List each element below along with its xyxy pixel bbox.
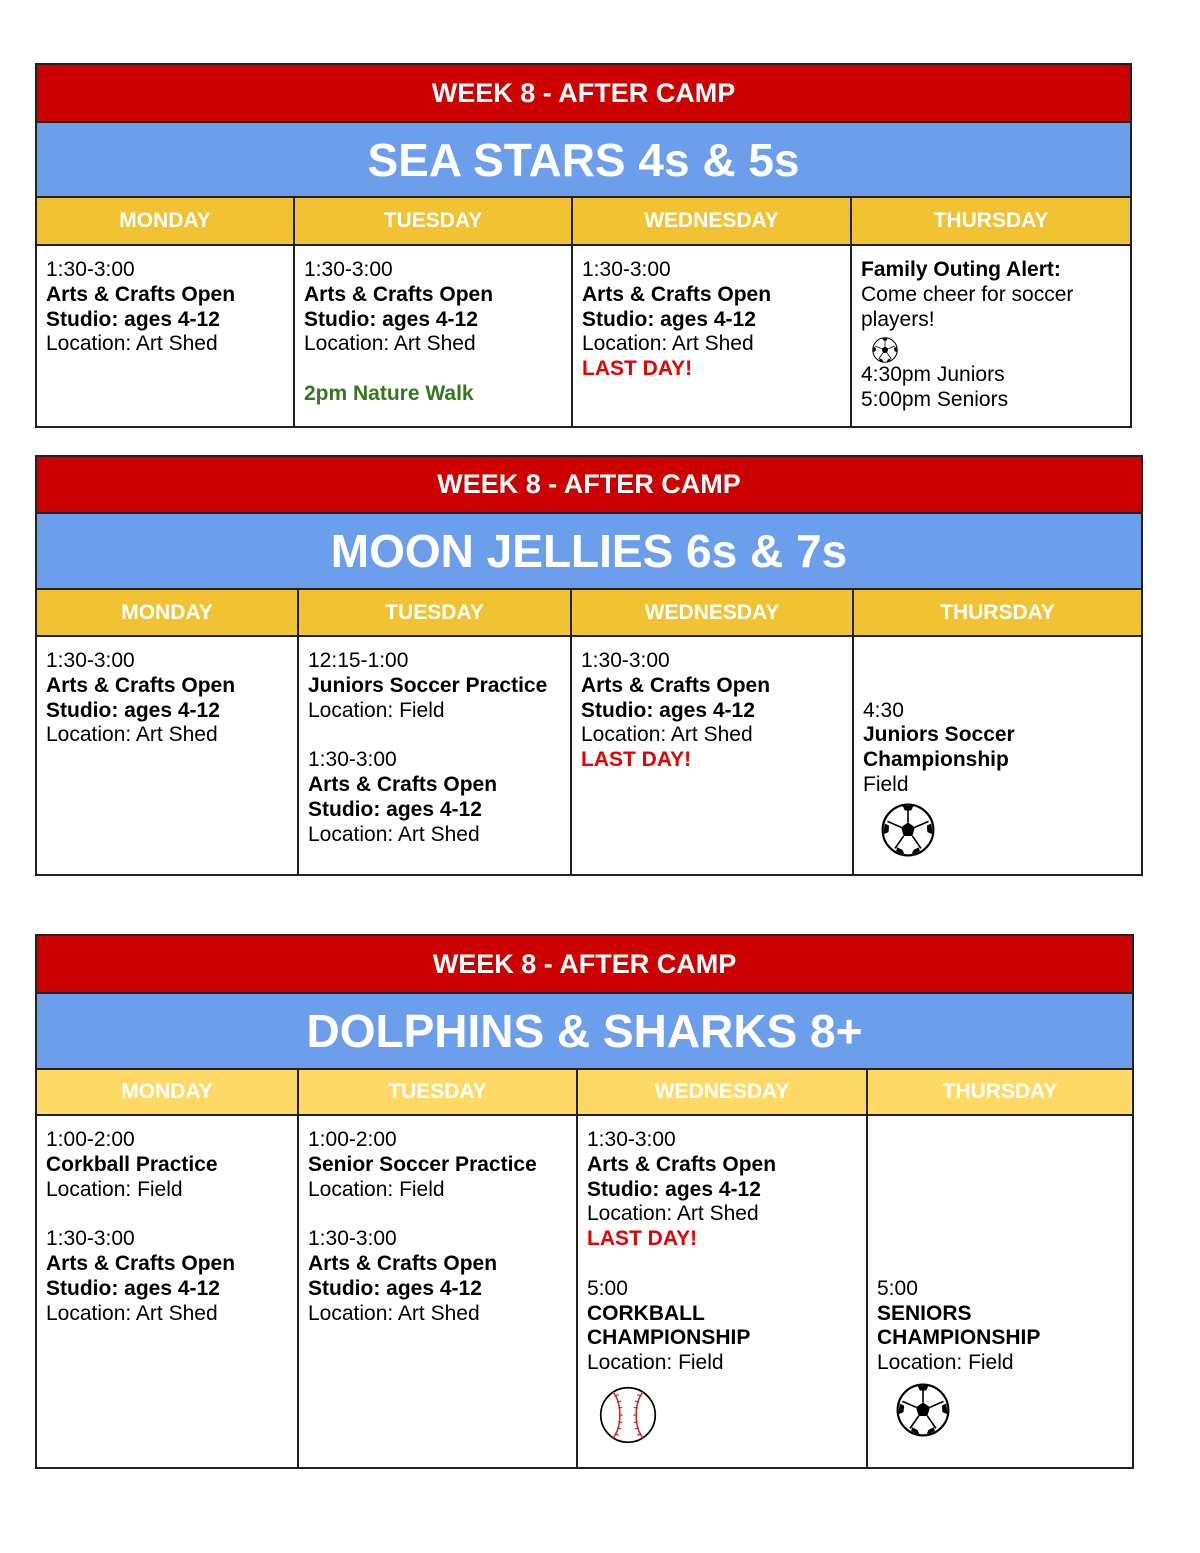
day-tuesday: TUESDAY [299, 1070, 578, 1114]
event: Championship [863, 748, 1009, 772]
event: CORKBALL [587, 1301, 705, 1325]
last-day-note: LAST DAY! [582, 357, 693, 381]
day-thursday: THURSDAY [854, 590, 1141, 635]
activity: Studio: ages 4-12 [46, 307, 220, 331]
activity: Arts & Crafts Open [46, 1251, 236, 1275]
moon-jellies-schedule [35, 455, 1143, 876]
last-day-note: LAST DAY! [587, 1227, 698, 1251]
activity: Arts & Crafts Open [308, 772, 498, 796]
family-outing-alert: Family Outing Alert: [861, 258, 1061, 281]
dolphins-sharks-schedule [35, 934, 1134, 1469]
time: 1:30-3:00 [46, 1227, 135, 1251]
last-day-note: LAST DAY! [581, 748, 692, 772]
monday-cell [37, 637, 299, 874]
activity: Studio: ages 4-12 [46, 1276, 220, 1300]
activity: Arts & Crafts Open [46, 282, 236, 306]
event: Juniors Soccer Practice [308, 673, 548, 697]
time: 1:30-3:00 [46, 649, 135, 672]
day-wednesday: WEDNESDAY [572, 590, 854, 635]
soccer-ball-icon [896, 1383, 950, 1437]
location: Location: Field [308, 1177, 445, 1201]
activity: Studio: ages 4-12 [308, 797, 482, 821]
location: Location: Art Shed [581, 723, 753, 747]
time: 1:30-3:00 [308, 748, 397, 772]
wednesday-cell [572, 637, 854, 874]
event: Juniors Soccer [863, 723, 1015, 747]
alert-text: players! [861, 307, 935, 331]
day-header-row [37, 1070, 1132, 1116]
thursday-cell [854, 637, 1141, 874]
event: Senior Soccer Practice [308, 1152, 537, 1176]
sea-stars-schedule [35, 63, 1132, 428]
time: 5:00 [587, 1276, 628, 1300]
time: 1:00-2:00 [46, 1128, 135, 1151]
day-wednesday: WEDNESDAY [573, 198, 852, 244]
location: Location: Art Shed [587, 1202, 759, 1226]
day-wednesday: WEDNESDAY [578, 1070, 868, 1114]
location: Location: Field [46, 1177, 183, 1201]
location: Location: Field [308, 698, 445, 722]
tuesday-cell [299, 637, 572, 874]
time: 1:30-3:00 [308, 1227, 397, 1251]
location: Location: Art Shed [582, 332, 754, 356]
location: Field [863, 772, 909, 796]
activity: Studio: ages 4-12 [582, 307, 756, 331]
nature-walk: 2pm Nature Walk [304, 381, 474, 405]
thursday-cell [852, 246, 1130, 428]
time: 4:30 [863, 698, 904, 722]
alert-text: Come cheer for soccer [861, 282, 1074, 306]
location: Location: Field [877, 1351, 1014, 1375]
time: 1:30-3:00 [587, 1128, 676, 1151]
activity: Studio: ages 4-12 [46, 698, 220, 722]
time: 5:00pm Seniors [861, 388, 1009, 412]
location: Location: Art Shed [46, 1301, 218, 1325]
day-tuesday: TUESDAY [295, 198, 573, 244]
activity: Studio: ages 4-12 [304, 307, 478, 331]
day-monday: MONDAY [37, 198, 295, 244]
day-cells-row [37, 246, 1130, 428]
day-monday: MONDAY [37, 590, 299, 635]
day-header-row [37, 590, 1141, 637]
time: 12:15-1:00 [308, 649, 409, 672]
activity: Arts & Crafts Open [304, 282, 494, 306]
activity: Arts & Crafts Open [587, 1152, 777, 1176]
time: 1:00-2:00 [308, 1128, 397, 1151]
time: 1:30-3:00 [46, 258, 135, 281]
tuesday-cell [299, 1116, 578, 1467]
location: Location: Art Shed [308, 1301, 480, 1325]
thursday-cell [868, 1116, 1132, 1467]
group-title: DOLPHINS & SHARKS 8+ [37, 994, 1132, 1070]
group-title: SEA STARS 4s & 5s [37, 123, 1130, 198]
day-tuesday: TUESDAY [299, 590, 572, 635]
location: Location: Art Shed [46, 723, 218, 747]
monday-cell [37, 246, 295, 428]
group-title: MOON JELLIES 6s & 7s [37, 514, 1141, 590]
day-monday: MONDAY [37, 1070, 299, 1114]
event: CHAMPIONSHIP [587, 1326, 751, 1350]
event: CHAMPIONSHIP [877, 1326, 1041, 1350]
day-header-row [37, 198, 1130, 246]
time: 5:00 [877, 1276, 918, 1300]
wednesday-cell [578, 1116, 868, 1467]
baseball-icon [599, 1386, 657, 1444]
week-header: WEEK 8 - AFTER CAMP [37, 65, 1130, 123]
activity: Arts & Crafts Open [308, 1251, 498, 1275]
location: Location: Field [587, 1351, 724, 1375]
time: 1:30-3:00 [581, 649, 670, 672]
week-header: WEEK 8 - AFTER CAMP [37, 936, 1132, 994]
location: Location: Art Shed [46, 332, 218, 356]
time: 1:30-3:00 [304, 258, 393, 281]
activity: Arts & Crafts Open [581, 673, 771, 697]
wednesday-cell [573, 246, 852, 428]
day-thursday: THURSDAY [852, 198, 1130, 244]
location: Location: Art Shed [304, 332, 476, 356]
event: Corkball Practice [46, 1152, 218, 1176]
event: SENIORS [877, 1301, 972, 1325]
activity: Studio: ages 4-12 [587, 1177, 761, 1201]
activity: Arts & Crafts Open [46, 673, 236, 697]
week-header: WEEK 8 - AFTER CAMP [37, 457, 1141, 514]
time: 4:30pm Juniors [861, 363, 1005, 387]
tuesday-cell [295, 246, 573, 428]
location: Location: Art Shed [308, 822, 480, 846]
activity: Studio: ages 4-12 [581, 698, 755, 722]
soccer-ball-icon [872, 337, 898, 363]
day-cells-row [37, 637, 1141, 874]
activity: Studio: ages 4-12 [308, 1276, 482, 1300]
day-cells-row [37, 1116, 1132, 1467]
time: 1:30-3:00 [582, 258, 671, 281]
soccer-ball-icon [881, 803, 935, 857]
activity: Arts & Crafts Open [582, 282, 772, 306]
monday-cell [37, 1116, 299, 1467]
day-thursday: THURSDAY [868, 1070, 1132, 1114]
